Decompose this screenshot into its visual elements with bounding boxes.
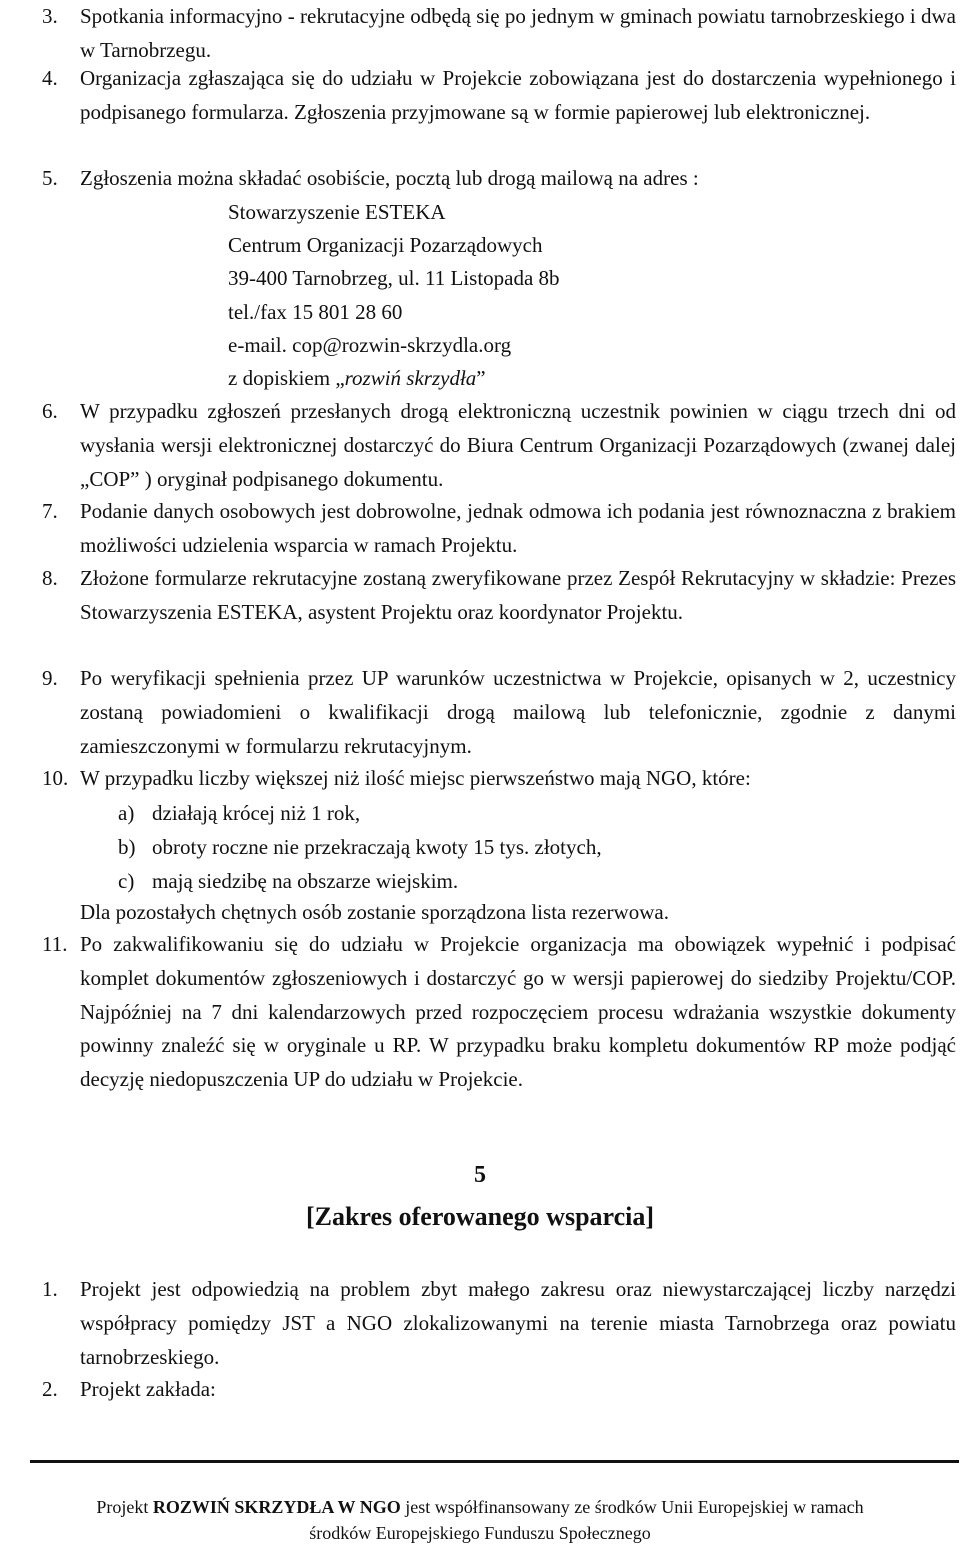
item-number: 6. <box>42 399 58 423</box>
address-phone: tel./fax 15 801 28 60 <box>228 299 403 324</box>
note-prefix: z dopiskiem „ <box>228 366 345 391</box>
footer-project-name: ROZWIŃ SKRZYDŁA W NGO <box>152 1497 401 1517</box>
item-number: 2. <box>42 1377 58 1401</box>
item-number: 5. <box>42 166 58 190</box>
reserve-note-text: Dla pozostałych chętnych osób zostanie sporządzona lista rezerwowa. <box>80 900 669 924</box>
item-number: 10. <box>42 766 69 790</box>
sublist-letter: c) <box>118 869 135 893</box>
footer-line1-rest: jest współfinansowany ze środków Unii Europejskiej w ramach <box>400 1497 864 1517</box>
item-text: Projekt zakłada: <box>80 1377 216 1401</box>
footer-line-1 <box>0 1494 960 1520</box>
item-number: 8. <box>42 566 58 590</box>
sublist-text: obroty roczne nie przekraczają kwoty 15 tys. złotych, <box>152 835 602 859</box>
list-item-6 <box>42 395 956 496</box>
item-text: W przypadku zgłoszeń przesłanych drogą elektroniczną uczestnik powinien w ciągu trzech dni od wysłania wersji elektronicznej dostarczyć do Biura Centrum Organizacji Pozarządowych (zwanej dalej „COP” ) oryginał podpisanego dokumentu. <box>80 399 956 491</box>
item-text: Spotkania informacyjno - rekrutacyjne odbędą się po jednym w gminach powiatu tarnobrzeskiego i dwa w Tarnobrzegu. <box>80 4 956 62</box>
item-number: 9. <box>42 666 58 690</box>
sublist-letter: a) <box>118 801 135 825</box>
sublist-text: działają krócej niż 1 rok, <box>152 801 361 825</box>
item-text: Podanie danych osobowych jest dobrowolne, jednak odmowa ich podania jest równoznaczna z brakiem możliwości udzielenia wsparcia w ramach Projektu. <box>80 499 956 557</box>
item-number: 7. <box>42 499 58 523</box>
page-footer <box>0 1494 960 1546</box>
list-item-8 <box>42 562 956 630</box>
footer-divider <box>30 1460 959 1463</box>
item-number: 1. <box>42 1277 58 1301</box>
item-text: Projekt jest odpowiedzią na problem zbyt małego zakresu oraz niewystarczającej liczby narzędzi współpracy pomiędzy JST a NGO zlokalizowanymi na terenie miasta Tarnobrzega oraz powiatu tarnobrzeskiego. <box>80 1277 956 1369</box>
address-org: Stowarzyszenie ESTEKA <box>228 200 446 224</box>
item-text: W przypadku liczby większej niż ilość miejsc pierwszeństwo mają NGO, które: <box>80 766 751 790</box>
sublist-item <box>118 796 602 830</box>
address-note <box>228 362 560 395</box>
list-item-9 <box>42 662 956 763</box>
item-text: Po zakwalifikowaniu się do udziału w Projekcie organizacja ma obowiązek wypełnić i podpisać komplet dokumentów zgłoszeniowych i dostarczyć go w wersji papierowej do siedziby Projektu/COP. Najpóźniej na 7 dni kalendarzowych przed rozpoczęciem procesu wdrażania wszystkie dokumenty powinny znaleźć się w oryginale u RP. W przypadku braku kompletu dokumentów RP może podjąć decyzję niedopuszczenia UP do udziału w Projekcie. <box>80 932 956 1092</box>
section-title: [Zakres oferowanego wsparcia] <box>305 1202 655 1231</box>
item-text: Złożone formularze rekrutacyjne zostaną zweryfikowane przez Zespół Rekrutacyjny w składzie: Prezes Stowarzyszenia ESTEKA, asystent Projektu oraz koordynator Projektu. <box>80 566 956 624</box>
list-item-5 <box>42 162 956 196</box>
address-street: 39-400 Tarnobrzeg, ul. 11 Listopada 8b <box>228 266 560 291</box>
footer-prefix: Projekt <box>96 1497 153 1517</box>
item-number: 4. <box>42 66 58 90</box>
section-item-2 <box>42 1373 956 1407</box>
sublist-item <box>118 864 602 898</box>
sublist-text: mają siedzibę na obszarze wiejskim. <box>152 869 459 893</box>
sublist-item <box>118 830 602 864</box>
note-italic: rozwiń skrzydła <box>344 366 477 391</box>
footer-line-2: środków Europejskiego Funduszu Społecznego <box>309 1523 651 1543</box>
item-text: Organizacja zgłaszająca się do udziału w Projekcie zobowiązana jest do dostarczenia wypełnionego i podpisanego formularza. Zgłoszenia przyjmowane są w formie papierowej lub elektronicznej. <box>80 66 956 124</box>
list-item-10 <box>42 762 956 796</box>
note-suffix: ” <box>476 366 486 391</box>
list-item-7 <box>42 495 956 563</box>
list-item-11 <box>42 928 956 1097</box>
list-item-3 <box>42 0 956 68</box>
address-center: Centrum Organizacji Pozarządowych <box>228 233 543 258</box>
address-email: e-mail. cop@rozwin-skrzydla.org <box>228 332 512 357</box>
criteria-sublist <box>118 796 602 898</box>
item-text: Zgłoszenia można składać osobiście, pocztą lub drogą mailową na adres : <box>80 166 699 190</box>
address-block <box>228 196 560 395</box>
section-number: 5 <box>474 1162 486 1188</box>
sublist-letter: b) <box>118 835 136 859</box>
item-number: 3. <box>42 4 58 28</box>
list-item-4 <box>42 62 956 130</box>
reserve-note <box>80 896 956 930</box>
section-item-1 <box>42 1273 956 1374</box>
item-text: Po weryfikacji spełnienia przez UP warunków uczestnictwa w Projekcie, opisanych w 2, uczestnicy zostaną powiadomieni o kwalifikacji drogą mailową lub telefonicznie, zgodnie z danymi zamieszczonymi w formularzu rekrutacyjnym. <box>80 666 956 758</box>
item-number: 11. <box>42 932 68 956</box>
